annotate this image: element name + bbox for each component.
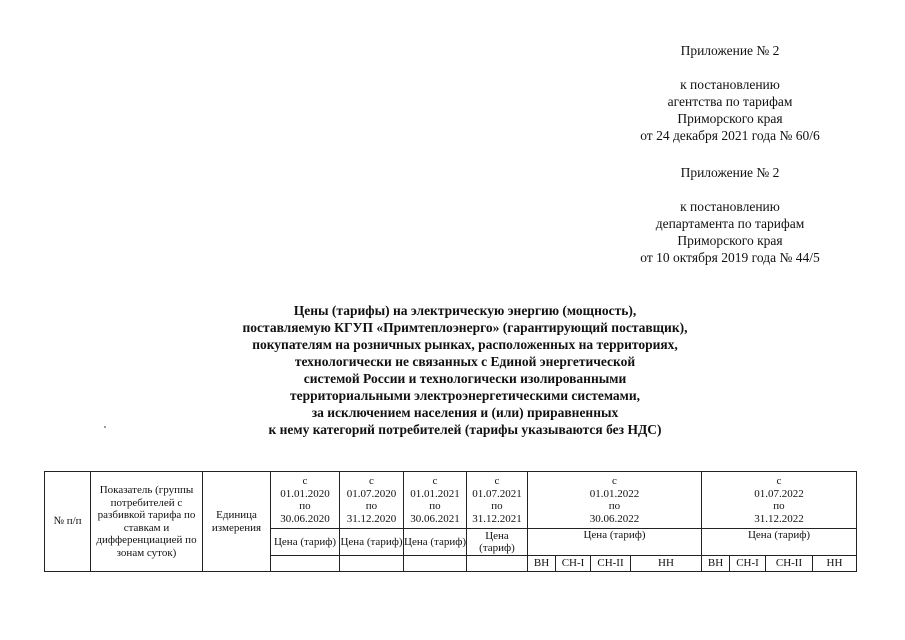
period-from-date: 01.01.2020 [280,487,330,500]
empty-cell [467,556,528,572]
voltage-level-sn1: СН-I [556,556,591,572]
period-from-prefix: с [494,475,500,487]
period-from-prefix: с [369,475,374,487]
period-header [340,472,404,529]
voltage-level-vn: ВН [702,556,730,572]
period-to-date: 31.12.2020 [346,512,397,525]
title-line: Цены (тарифы) на электрическую энергию (мощность), [293,303,637,318]
appendix-title: Приложение № 2 [680,165,780,180]
period-to-prefix: по [365,500,378,512]
period-header [467,472,528,529]
period-from-prefix: с [432,475,438,487]
empty-cell [404,556,467,572]
period-to-prefix: по [299,500,311,512]
appendix-line: от 10 октября 2019 года № 44/5 [640,250,820,265]
appendix-block-department [560,164,900,266]
period-to-prefix: по [491,500,503,512]
voltage-level-sn2: СН-II [591,556,631,572]
period-from-date: 01.01.2022 [589,487,640,500]
title-line: территориальными электроэнергетическими системами, [289,388,641,403]
appendix-line: от 24 декабря 2021 года № 60/6 [640,128,820,143]
period-header [404,472,467,529]
appendix-line: Приморского края [677,233,783,248]
period-to-date: 30.06.2020 [280,512,330,525]
header-indicator: Показатель (группы потребителей с разбивкой тарифа по ставкам и дифференциацией по зонам суток) [91,472,203,572]
period-to-date: 30.06.2021 [410,512,460,525]
price-header: Цена (тариф) [702,529,857,556]
appendix-title: Приложение № 2 [680,43,780,58]
period-from-prefix: с [302,475,308,487]
voltage-level-nn: НН [813,556,857,572]
voltage-level-vn: ВН [528,556,556,572]
title-line: за исключением населения и (или) приравненных [311,405,619,420]
title-line: системой России и технологически изолированными [303,371,627,386]
period-header [528,472,702,529]
period-to-date: 31.12.2022 [754,512,804,525]
period-to-date: 31.12.2021 [472,512,522,525]
period-header [702,472,857,529]
document-title [150,302,780,438]
voltage-level-nn: НН [631,556,702,572]
period-from-date: 01.07.2022 [754,487,804,500]
voltage-level-sn1: СН-I [730,556,766,572]
appendix-line: Приморского края [677,111,783,126]
price-header: Цена (тариф) [467,529,528,556]
price-header: Цена (тариф) [404,529,467,556]
period-header [271,472,340,529]
empty-cell [340,556,404,572]
appendix-line: к постановлению [680,77,780,92]
price-header: Цена (тариф) [528,529,702,556]
scan-speck [104,426,106,428]
period-to-prefix: по [608,500,621,512]
period-to-prefix: по [429,500,441,512]
period-from-date: 01.01.2021 [410,487,460,500]
header-number: № п/п [45,472,91,572]
empty-cell [271,556,340,572]
title-line: покупателям на розничных рынках, расположенных на территориях, [252,337,678,352]
appendix-block-agency [560,42,900,144]
period-from-date: 01.07.2021 [472,487,522,500]
period-to-prefix: по [773,500,785,512]
tariff-table [44,471,857,572]
title-line: к нему категорий потребителей (тарифы указываются без НДС) [268,422,662,437]
period-to-date: 30.06.2022 [589,512,640,525]
period-from-prefix: с [612,475,617,487]
price-header: Цена (тариф) [340,529,404,556]
period-from-prefix: с [776,475,782,487]
title-line: поставляемую КГУП «Примтеплоэнерго» (гарантирующий поставщик), [242,320,688,335]
title-line: технологически не связанных с Единой энергетической [294,354,636,369]
appendix-line: к постановлению [680,199,780,214]
price-header: Цена (тариф) [271,529,340,556]
voltage-level-sn2: СН-II [766,556,813,572]
appendix-line: департамента по тарифам [655,216,805,231]
appendix-line: агентства по тарифам [667,94,793,109]
header-unit: Единица измерения [203,472,271,572]
period-from-date: 01.07.2020 [346,487,397,500]
